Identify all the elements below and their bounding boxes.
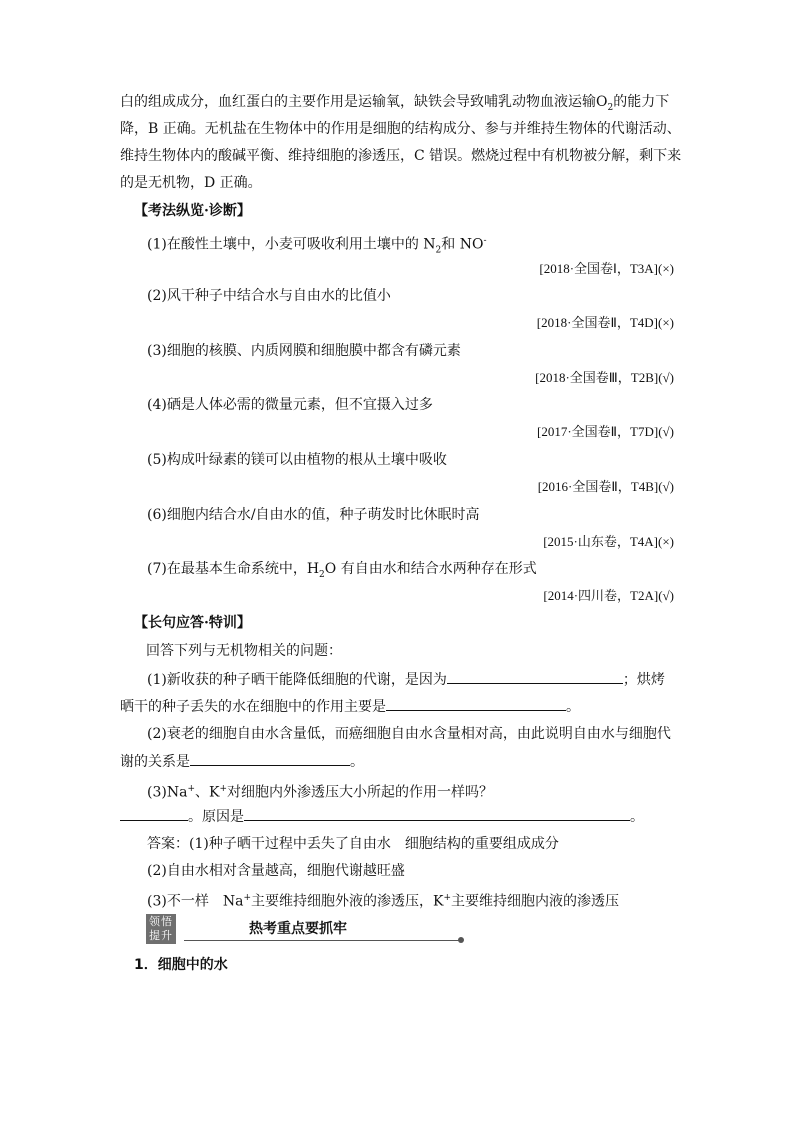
statement-source-1: [2018·全国卷Ⅰ，T3A](×) <box>539 261 674 276</box>
answer-line-2: (2)自由水相对含量越高，细胞代谢越旺盛 <box>147 863 405 879</box>
intro-line-4: 的是无机物，D 正确。 <box>120 175 262 191</box>
section-heading-diagnosis: 【考法纵览·诊断】 <box>134 203 251 219</box>
statement-item-1: (1)在酸性土壤中，小麦可吸收利用土壤中的 $N_2$和 NO- <box>147 236 487 256</box>
question-2-line-2: 谢的关系是 。 <box>120 751 680 772</box>
statement-item-3: (3)细胞的核膜、内质网膜和细胞膜中都含有磷元素 <box>147 343 461 359</box>
intro-line-3: 维持生物体内的酸碱平衡、维持细胞的渗透压，C 错误。燃烧过程中有机物被分解，剩下来 <box>120 148 682 164</box>
banner-badge: 领悟提升 <box>146 914 176 944</box>
intro-line-2: 降，B 正确。无机盐在生物体中的作用是细胞的结构成分、参与并维持生物体的代谢活动、 <box>120 121 681 137</box>
section-banner <box>146 914 466 946</box>
banner-dot-icon <box>458 937 464 943</box>
answer-blank-3[interactable] <box>190 751 350 766</box>
answer-blank-4[interactable] <box>120 806 188 821</box>
statement-source-2: [2018·全国卷Ⅱ，T4D](×) <box>536 315 674 330</box>
question-1-line-1: (1)新收获的种子晒干能降低细胞的代谢，是因为 ；烘烤 <box>147 669 707 690</box>
answer-line-3: (3)不一样 Na+主要维持细胞外液的渗透压，K+主要维持细胞内液的渗透压 <box>147 893 619 910</box>
question-3-line-1: (3)Na+、K+对细胞内外渗透压大小所起的作用一样吗？ <box>147 784 493 801</box>
banner-divider <box>184 940 460 941</box>
statement-item-7: (7)在最基本生命系统中，$H_2O$ 有自由水和结合水两种存在形式 <box>147 561 537 580</box>
answer-blank-1[interactable] <box>447 669 623 684</box>
subheading: 1．细胞中的水 <box>134 957 228 973</box>
answer-line-1: 答案：(1)种子晒干过程中丢失了自由水 细胞结构的重要组成成分 <box>147 836 559 852</box>
statement-source-5: [2016·全国卷Ⅱ，T4B](√) <box>537 479 674 494</box>
statement-item-2: (2)风干种子中结合水与自由水的比值小 <box>147 288 391 304</box>
statement-item-6: (6)细胞内结合水/自由水的值，种子萌发时比休眠时高 <box>147 507 480 523</box>
question-2-line-1: (2)衰老的细胞自由水含量低，而癌细胞自由水含量相对高，由此说明自由水与细胞代 <box>147 726 671 742</box>
statement-item-4: (4)硒是人体必需的微量元素，但不宜摄入过多 <box>147 397 433 413</box>
question-1-line-2: 晒干的种子丢失的水在细胞中的作用主要是 。 <box>120 696 680 717</box>
question-3-line-2: 。原因是 。 <box>120 806 680 827</box>
section-heading-training: 【长句应答·特训】 <box>134 615 251 631</box>
intro-line-1: 白的组成成分，血红蛋白的主要作用是运输氧，缺铁会导致哺乳动物血液运输$O_2$的能力下 <box>120 94 670 113</box>
statement-item-5: (5)构成叶绿素的镁可以由植物的根从土壤中吸收 <box>147 452 447 468</box>
answer-blank-5[interactable] <box>244 806 630 821</box>
answer-blank-2[interactable] <box>386 696 566 711</box>
statement-source-3: [2018·全国卷Ⅲ，T2B](√) <box>535 370 674 385</box>
statement-source-4: [2017·全国卷Ⅱ，T7D](√) <box>536 424 674 439</box>
question-intro: 回答下列与无机物相关的问题： <box>146 643 342 659</box>
statement-source-7: [2014·四川卷，T2A](√) <box>543 588 674 603</box>
banner-title: 热考重点要抓牢 <box>249 921 347 937</box>
statement-source-6: [2015·山东卷，T4A](×) <box>543 534 674 549</box>
